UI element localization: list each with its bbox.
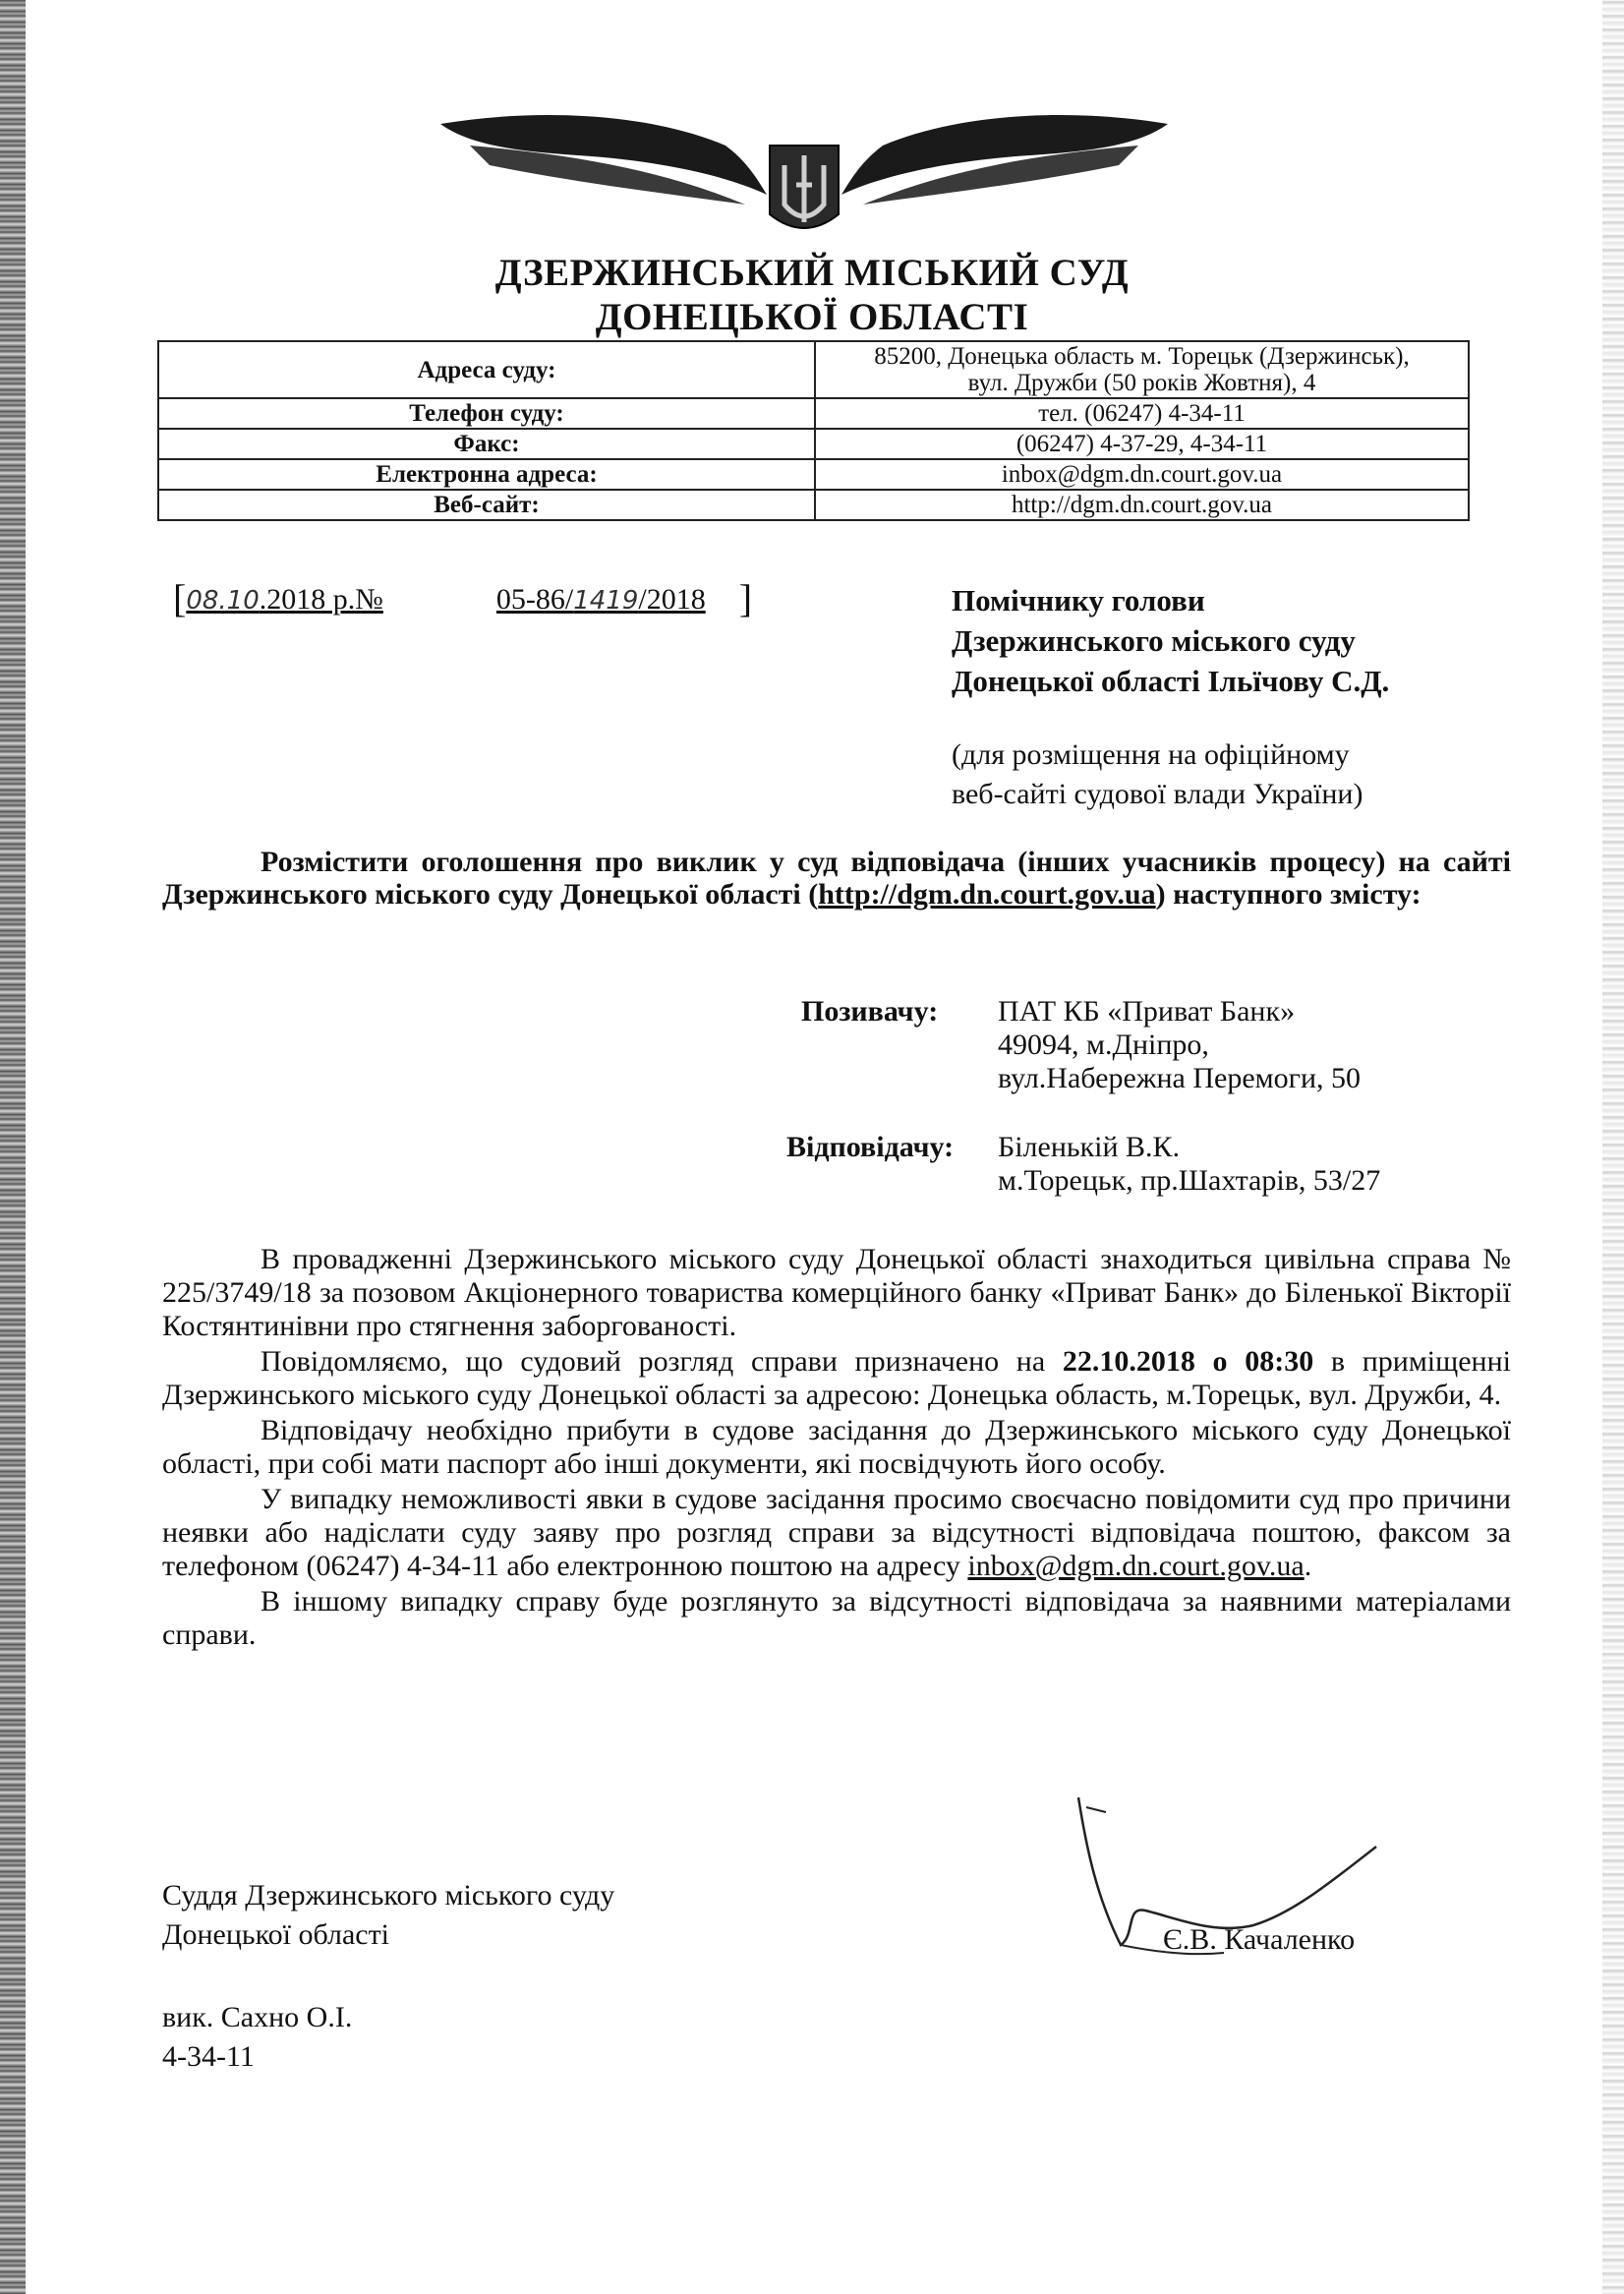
announcement-request xyxy=(162,846,1511,911)
announcement-text-after: ) наступного змісту: xyxy=(1155,878,1421,911)
notice-body xyxy=(162,1243,1511,1654)
defendant-line1: Біленькій В.К. xyxy=(998,1131,1181,1163)
hearing-datetime: 22.10.2018 о 08:30 xyxy=(1062,1345,1314,1378)
note-line1: (для розміщення на офіційному xyxy=(952,738,1350,771)
contact-value xyxy=(815,341,1469,398)
ref-date-printed: .2018 р.№ xyxy=(259,583,383,616)
plaintiff-label-block xyxy=(801,995,938,1029)
announcement-text-before: Розмістити оголошення про виклик у суд відповідача (інших учасників процесу) на сайті Дзержинського міського суду Донецької області ( xyxy=(162,846,1511,911)
absence-text-before: У випадку неможливості явки в судове засідання просимо своєчасно повідомити суд про причини неявки або надіслати суду заяву про розгляд справи за відсутності відповідача поштою, факсом за телефоном (06247) 4-34-11 або електронною поштою на адресу xyxy=(162,1483,1511,1582)
body-paragraph-case: В провадженні Дзержинського міського суду Донецької області знаходиться цивільна справа № 225/3749/18 за позовом Акціонерного товариства комерційного банку «Приват Банк» до Біленької Вікторії Костянтинівни про стягнення заборгованості. xyxy=(162,1243,1511,1342)
body-paragraph-absence xyxy=(162,1483,1511,1583)
ref-open-bracket: [ xyxy=(173,576,187,620)
contact-row-address xyxy=(158,341,1469,398)
note-line2: веб-сайті судової влади України) xyxy=(952,778,1363,810)
defendant-label-block xyxy=(786,1131,954,1164)
addressee-line3: Донецької області Ільїчову С.Д. xyxy=(952,664,1390,698)
executor-name: вик. Сахно О.І. xyxy=(162,2001,353,2033)
scan-edge-right xyxy=(1602,0,1624,2294)
contact-label: Адреса суду: xyxy=(158,341,815,398)
executor-block xyxy=(162,1998,352,2077)
ref-number-suffix: /2018 xyxy=(638,583,706,616)
plaintiff-details xyxy=(998,995,1361,1095)
ref-number-prefix: 05-86/ xyxy=(495,583,574,616)
hearing-text-after: в приміщенні Дзержинського міського суду Донецької області за адресою: Донецька область, м.Торецьк, вул. Дружби, 4. xyxy=(162,1345,1511,1411)
plaintiff-line3: вул.Набережна Перемоги, 50 xyxy=(998,1062,1362,1094)
contact-label: Веб-сайт: xyxy=(158,490,815,520)
contact-value: тел. (06247) 4-34-11 xyxy=(815,398,1469,429)
addressee-line2: Дзержинського міського суду xyxy=(952,623,1356,658)
contact-value: inbox@dgm.dn.court.gov.ua xyxy=(815,459,1469,490)
court-email-link[interactable]: inbox@dgm.dn.court.gov.ua xyxy=(967,1550,1305,1582)
judge-position-line1: Суддя Дзержинського міського суду xyxy=(162,1879,615,1912)
addressee-line1: Помічнику голови xyxy=(952,583,1205,618)
address-line2: вул. Дружби (50 років Жовтня), 4 xyxy=(967,370,1316,396)
plaintiff-line2: 49094, м.Дніпро, xyxy=(998,1029,1209,1061)
defendant-label: Відповідачу: xyxy=(786,1131,955,1163)
judge-position-line2: Донецької області xyxy=(162,1918,390,1951)
executor-phone: 4-34-11 xyxy=(162,2040,255,2073)
body-paragraph-documents: Відповідачу необхідно прибути в судове засідання до Дзержинського міського суду Донецької області, при собі мати паспорт або інші документи, які посвідчують його особу. xyxy=(162,1414,1511,1480)
addressee-block xyxy=(952,580,1389,701)
plaintiff-label: Позивачу: xyxy=(801,995,939,1028)
court-name-line1: ДЗЕРЖИНСЬКИЙ МІСЬКИЙ СУД xyxy=(494,252,1130,294)
coat-of-arms-tryzub-icon xyxy=(431,106,1178,244)
contact-value: (06247) 4-37-29, 4-34-11 xyxy=(815,429,1469,459)
ref-number-handwritten: 1419 xyxy=(573,586,639,616)
contact-label: Електронна адреса: xyxy=(158,459,815,490)
announcement-link[interactable]: http://dgm.dn.court.gov.ua xyxy=(818,878,1156,911)
contact-label: Телефон суду: xyxy=(158,398,815,429)
contact-label: Факс: xyxy=(158,429,815,459)
contact-row-phone xyxy=(158,398,1469,429)
judge-position xyxy=(162,1876,614,1955)
body-paragraph-consequence: В іншому випадку справу буде розглянуто за відсутності відповідача за наявними матеріалами справи. xyxy=(162,1585,1511,1651)
ref-close-bracket: ] xyxy=(738,576,753,620)
absence-text-after: . xyxy=(1304,1550,1312,1582)
court-contacts-table xyxy=(157,340,1470,521)
ref-date xyxy=(186,583,383,616)
plaintiff-line1: ПАТ КБ «Приват Банк» xyxy=(998,995,1296,1028)
placement-note xyxy=(952,735,1363,814)
ref-number xyxy=(496,583,729,616)
address-line1: 85200, Донецька область м. Торецьк (Дзержинськ), xyxy=(874,343,1410,370)
contact-row-website xyxy=(158,490,1469,520)
document-reference xyxy=(173,575,752,621)
court-name-line2: ДОНЕЦЬКОЇ ОБЛАСТІ xyxy=(595,296,1029,338)
hearing-text-before: Повідомляємо, що судовий розгляд справи призначено на xyxy=(261,1345,1063,1378)
contact-row-email xyxy=(158,459,1469,490)
contact-value: http://dgm.dn.court.gov.ua xyxy=(815,490,1469,520)
body-paragraph-hearing xyxy=(162,1345,1511,1412)
defendant-line2: м.Торецьк, пр.Шахтарів, 53/27 xyxy=(998,1164,1381,1197)
scan-edge-left xyxy=(0,0,26,2294)
ref-date-handwritten: 08.10 xyxy=(186,586,260,616)
judge-name: Є.В. Качаленко xyxy=(1163,1923,1356,1956)
contact-row-fax xyxy=(158,429,1469,459)
defendant-details xyxy=(998,1131,1380,1198)
